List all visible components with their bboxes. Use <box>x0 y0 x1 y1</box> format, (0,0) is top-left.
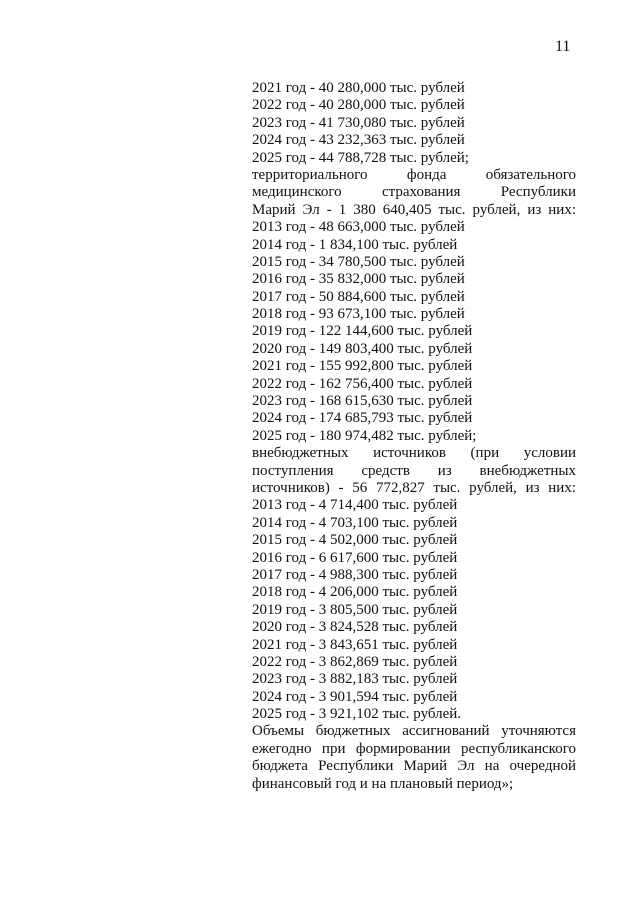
paragraph-line: Объемы бюджетных ассигнований уточняются <box>252 723 576 740</box>
year-funding-line: 2019 год - 122 144,600 тыс. рублей <box>252 323 473 340</box>
funding-block-republican <box>252 80 576 167</box>
year-funding-line: 2018 год - 93 673,100 тыс. рублей <box>252 306 465 323</box>
year-funding-line: 2017 год - 50 884,600 тыс. рублей <box>252 288 465 305</box>
year-funding-line: 2022 год - 3 862,869 тыс. рублей <box>252 653 458 670</box>
year-funding-line: 2023 год - 3 882,183 тыс. рублей <box>252 671 458 688</box>
closing-paragraph <box>252 723 576 793</box>
year-funding-line: 2022 год - 40 280,000 тыс. рублей <box>252 97 465 114</box>
year-funding-line: 2020 год - 3 824,528 тыс. рублей <box>252 619 458 636</box>
year-funding-line: 2014 год - 1 834,100 тыс. рублей <box>252 236 458 253</box>
paragraph-line: бюджета Республики Марий Эл на очередной <box>252 758 576 775</box>
year-funding-line: 2014 год - 4 703,100 тыс. рублей <box>252 514 458 531</box>
heading-line: источников) - 56 772,827 тыс. рублей, из них: <box>252 479 576 496</box>
page-number: 11 <box>555 38 571 55</box>
offbudget-heading <box>252 445 576 497</box>
year-funding-line: 2017 год - 4 988,300 тыс. рублей <box>252 566 458 583</box>
year-funding-line: 2019 год - 3 805,500 тыс. рублей <box>252 601 458 618</box>
heading-line: медицинского страхования Республики <box>252 184 576 201</box>
tfoms-heading <box>252 167 576 219</box>
document-body <box>252 80 576 793</box>
heading-line: внебюджетных источников (при условии <box>252 445 576 462</box>
heading-line: поступления средств из внебюджетных <box>252 462 576 479</box>
funding-block-offbudget <box>252 497 576 723</box>
year-funding-line: 2015 год - 4 502,000 тыс. рублей <box>252 532 458 549</box>
year-funding-line: 2025 год - 44 788,728 тыс. рублей; <box>252 149 469 166</box>
year-funding-line: 2021 год - 3 843,651 тыс. рублей <box>252 636 458 653</box>
year-funding-line: 2020 год - 149 803,400 тыс. рублей <box>252 340 473 357</box>
year-funding-line: 2024 год - 3 901,594 тыс. рублей <box>252 688 458 705</box>
paragraph-line: ежегодно при формировании республиканского <box>252 740 576 757</box>
year-funding-line: 2024 год - 174 685,793 тыс. рублей <box>252 410 473 427</box>
year-funding-line: 2024 год - 43 232,363 тыс. рублей <box>252 132 465 149</box>
paragraph-line: финансовый год и на плановый период»; <box>252 775 514 792</box>
year-funding-line: 2015 год - 34 780,500 тыс. рублей <box>252 253 465 270</box>
heading-line: Марий Эл - 1 380 640,405 тыс. рублей, из них: <box>252 201 576 218</box>
year-funding-line: 2016 год - 35 832,000 тыс. рублей <box>252 271 465 288</box>
year-funding-line: 2021 год - 155 992,800 тыс. рублей <box>252 358 473 375</box>
year-funding-line: 2016 год - 6 617,600 тыс. рублей <box>252 549 458 566</box>
year-funding-line: 2022 год - 162 756,400 тыс. рублей <box>252 375 473 392</box>
year-funding-line: 2013 год - 4 714,400 тыс. рублей <box>252 497 458 514</box>
funding-block-tfoms <box>252 219 576 445</box>
year-funding-line: 2023 год - 41 730,080 тыс. рублей <box>252 114 465 131</box>
year-funding-line: 2018 год - 4 206,000 тыс. рублей <box>252 584 458 601</box>
year-funding-line: 2013 год - 48 663,000 тыс. рублей <box>252 219 465 236</box>
heading-line: территориального фонда обязательного <box>252 166 576 183</box>
year-funding-line: 2025 год - 3 921,102 тыс. рублей. <box>252 706 462 723</box>
year-funding-line: 2021 год - 40 280,000 тыс. рублей <box>252 80 465 96</box>
year-funding-line: 2025 год - 180 974,482 тыс. рублей; <box>252 427 477 444</box>
year-funding-line: 2023 год - 168 615,630 тыс. рублей <box>252 393 473 410</box>
